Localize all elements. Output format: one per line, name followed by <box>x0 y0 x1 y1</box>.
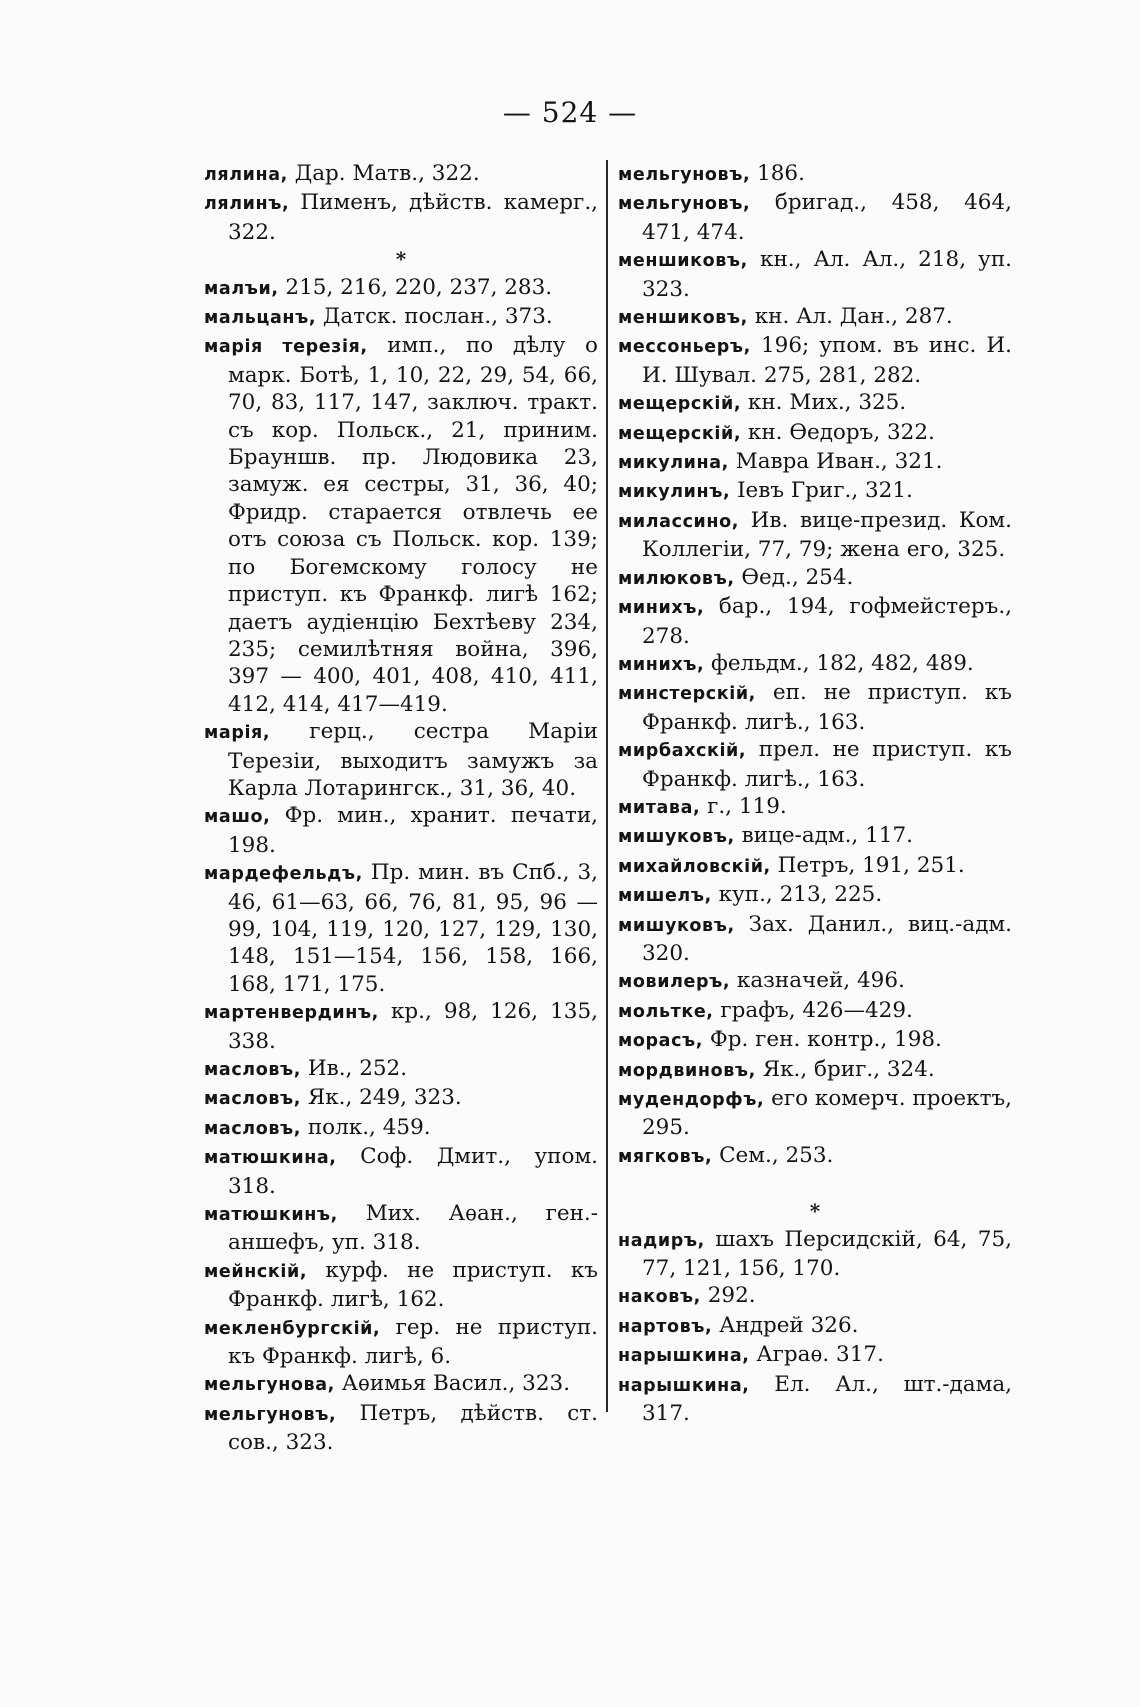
section-separator: * <box>395 247 407 272</box>
entry-headword: малъи, <box>204 278 279 299</box>
index-entry <box>204 1055 598 1084</box>
entry-headword: мекленбургскій, <box>204 1318 381 1339</box>
entry-headword: микулинъ, <box>618 482 731 503</box>
entry-text: Як., 249, 323. <box>301 1085 462 1111</box>
index-entry <box>618 1142 1012 1171</box>
entry-headword: наковъ, <box>618 1287 701 1308</box>
index-entry <box>618 1056 1012 1085</box>
entry-text: графъ, 426—429. <box>713 997 913 1023</box>
entry-text: имп., по дѣлу о марк. Ботѣ, 1, 10, 22, 29, 54, 66, 70, 83, 117, 147, заключ. тракт. съ кор. Польск., 21, приним. Брауншв. пр. Людовика 23, замуж. ея сестры, 31, 36, 40; Фридр. старается отвлечь ее отъ союза съ Польск. кор. 139; по Богемскому голосу не приступ. къ Франкф. лигѣ 162; даетъ аудіенцію Бехтѣеву 234, 235; семилѣтняя война, 396, 397 — 400, 401, 408, 410, 411, 412, 414, 417—419. <box>228 333 598 717</box>
index-entry <box>204 1200 598 1257</box>
entry-headword: мельгунова, <box>204 1375 335 1396</box>
index-entry <box>204 189 598 246</box>
entry-headword: нарышкина, <box>618 1375 750 1396</box>
entry-text: Петръ, 191, 251. <box>770 852 965 878</box>
entry-text: прел. не приступ. къ Франкф. лигѣ., 163. <box>642 737 1012 792</box>
entry-text: Аѳимья Васил., 323. <box>334 1371 571 1397</box>
entry-headword: милассино, <box>618 511 739 532</box>
entry-text: бригад., 458, 464, 471, 474. <box>642 190 1012 245</box>
entry-headword: марія, <box>204 723 271 744</box>
entry-text: Ел. Ал., шт.-дама, 317. <box>642 1371 1012 1427</box>
entry-text: Пр. мин. въ Спб., 3, 46, 61—63, 66, 76, 81, 95, 96 — 99, 104, 119, 120, 127, 129, 130, 148, 151—154, 156, 158, 166, 168, 171, 175. <box>228 860 598 997</box>
entry-text: Мих. Аѳан., ген.-аншефъ, уп. 318. <box>228 1201 598 1256</box>
entry-headword: мордвиновъ, <box>618 1060 756 1081</box>
entry-headword: микулина, <box>618 453 729 474</box>
index-entry <box>618 822 1012 851</box>
entry-text: вице-адм., 117. <box>734 823 913 849</box>
entry-headword: мартенвердинъ, <box>204 1003 379 1024</box>
entry-text: Ѳед., 254. <box>734 564 854 590</box>
entry-headword: мельгуновъ, <box>618 194 751 215</box>
index-entry <box>204 332 598 718</box>
entry-headword: мудендорфъ, <box>618 1090 765 1110</box>
index-entry <box>204 718 598 802</box>
index-entry <box>204 303 598 332</box>
entry-headword: мейнскій, <box>204 1261 308 1282</box>
index-entry <box>618 852 1012 881</box>
index-entry <box>204 1114 598 1143</box>
entry-headword: масловъ, <box>204 1118 301 1139</box>
column-divider <box>606 160 608 1412</box>
index-entry <box>618 793 1012 822</box>
index-entry <box>204 1143 598 1200</box>
entry-headword: мальцанъ, <box>204 308 317 329</box>
index-entry <box>618 389 1012 418</box>
entry-headword: мишуковъ, <box>618 827 735 848</box>
index-entry <box>618 1341 1012 1370</box>
index-entry <box>618 477 1012 506</box>
entry-headword: лялина, <box>204 165 288 185</box>
index-entry <box>618 160 1012 189</box>
entry-headword: минихъ, <box>618 654 705 675</box>
entry-text: полк., 459. <box>301 1114 431 1140</box>
index-entry <box>618 448 1012 477</box>
entry-text: куп., 213, 225. <box>711 882 883 908</box>
index-entry <box>204 1084 598 1113</box>
entry-text: кн. Мих., 325. <box>741 390 907 416</box>
entry-text: Андрей 326. <box>712 1312 859 1338</box>
index-entry <box>204 274 598 303</box>
index-entry <box>618 303 1012 332</box>
entry-headword: мардефельдъ, <box>204 864 363 885</box>
entry-text: кр., 98, 126, 135, 338. <box>228 999 598 1054</box>
entry-text: Аграѳ. 317. <box>749 1342 884 1368</box>
index-entry <box>618 564 1012 593</box>
entry-text: Соф. Дмит., упом. 318. <box>228 1144 598 1199</box>
entry-headword: мещерскій, <box>618 394 742 415</box>
entry-headword: мирбахскій, <box>618 741 747 762</box>
index-entry <box>204 1257 598 1314</box>
entry-text: г., 119. <box>700 793 787 819</box>
index-entry <box>618 997 1012 1026</box>
index-entry <box>618 1026 1012 1055</box>
entry-headword: машо, <box>204 807 271 828</box>
entry-headword: митава, <box>618 797 701 818</box>
entry-text: фельдм., 182, 482, 489. <box>704 650 974 676</box>
index-entry <box>618 332 1012 389</box>
index-entry <box>618 189 1012 246</box>
entry-headword: минстерскій, <box>618 684 756 705</box>
entry-text: 292. <box>700 1283 756 1309</box>
index-entry <box>204 859 598 998</box>
entry-text: Мавра Иван., 321. <box>728 449 943 475</box>
index-entry <box>618 679 1012 736</box>
entry-text: Фр. мин., хранит. печати, 198. <box>228 803 598 858</box>
entry-headword: мессоньеръ, <box>618 337 751 358</box>
entry-headword: нартовъ, <box>618 1316 713 1337</box>
index-entry <box>618 1371 1012 1428</box>
entry-headword: мольтке, <box>618 1001 714 1022</box>
entry-text: Ив., 252. <box>301 1056 408 1081</box>
index-entry <box>618 1312 1012 1341</box>
page-number: — 524 — <box>502 96 638 129</box>
index-entry <box>618 1226 1012 1283</box>
entry-text: курф. не приступ. къ Франкф. лигѣ, 162. <box>228 1257 598 1313</box>
entry-headword: мещерскій, <box>618 423 742 444</box>
entry-headword: матюшкина, <box>204 1148 337 1169</box>
entry-headword: мовилеръ, <box>618 972 731 993</box>
entry-text: герц., сестра Маріи Терезіи, выходитъ замужъ за Карла Лотарингск., 31, 36, 40. <box>228 719 598 801</box>
entry-text: его комерч. проектъ, 295. <box>642 1086 1012 1141</box>
index-column-left <box>204 160 598 1457</box>
entry-text: казначей, 496. <box>730 968 905 994</box>
index-entry <box>618 650 1012 679</box>
entry-headword: милюковъ, <box>618 568 735 589</box>
entry-headword: надиръ, <box>618 1230 705 1251</box>
entry-headword: меншиковъ, <box>618 308 748 329</box>
entry-headword: меншиковъ, <box>618 251 748 272</box>
entry-headword: матюшкинъ, <box>204 1205 338 1226</box>
section-separator: * <box>809 1199 821 1224</box>
entry-headword: мишуковъ, <box>618 915 735 936</box>
index-entry <box>204 802 598 859</box>
index-entry <box>204 1370 598 1399</box>
index-entry <box>618 881 1012 910</box>
entry-text: Сем., 253. <box>712 1142 834 1168</box>
index-entry <box>204 1314 598 1371</box>
index-column-right <box>618 160 1012 1427</box>
entry-headword: морасъ, <box>618 1031 704 1052</box>
entry-text: Пименъ, дѣйств. камерг., 322. <box>228 190 598 245</box>
entry-headword: михайловскій, <box>618 856 771 877</box>
index-entry <box>618 1085 1012 1142</box>
index-entry <box>618 593 1012 650</box>
entry-text: Петръ, дѣйств. ст. сов., 323. <box>228 1400 598 1456</box>
entry-text: Зах. Данил., виц.-адм. 320. <box>642 911 1012 966</box>
entry-text: еп. не приступ. къ Франкф. лигѣ., 163. <box>642 680 1012 735</box>
entry-headword: масловъ, <box>204 1060 301 1080</box>
entry-text: 215, 216, 220, 237, 283. <box>278 274 553 300</box>
entry-text: кн., Ал. Ал., 218, уп. 323. <box>642 247 1012 302</box>
entry-headword: масловъ, <box>204 1089 301 1110</box>
entry-text: шахъ Персидскій, 64, 75, 77, 121, 156, 170. <box>642 1226 1012 1282</box>
entry-headword: марія терезія, <box>204 337 368 358</box>
index-entry <box>618 736 1012 793</box>
entry-text: Як., бриг., 324. <box>755 1056 935 1082</box>
index-entry <box>204 998 598 1055</box>
index-entry <box>618 967 1012 996</box>
index-entry <box>618 507 1012 564</box>
entry-headword: мягковъ, <box>618 1146 713 1167</box>
entry-headword: лялинъ, <box>204 194 290 215</box>
entry-text: Дар. Матв., 322. <box>287 161 480 186</box>
entry-headword: мельгуновъ, <box>618 165 751 185</box>
index-entry <box>618 246 1012 303</box>
index-entry <box>618 419 1012 448</box>
entry-headword: мельгуновъ, <box>204 1404 337 1425</box>
entry-text: гер. не приступ. къ Франкф. лигѣ, 6. <box>228 1314 598 1370</box>
entry-text: 196; упом. въ инс. И. И. Шувал. 275, 281, 282. <box>642 333 1012 388</box>
index-entry <box>618 911 1012 968</box>
index-entry <box>618 1282 1012 1311</box>
entry-text: Іевъ Григ., 321. <box>730 478 913 504</box>
index-entry <box>204 160 598 189</box>
entry-text: кн. Ѳедоръ, 322. <box>741 419 935 445</box>
entry-text: 186. <box>750 161 805 186</box>
index-entry <box>204 1400 598 1457</box>
entry-headword: мишелъ, <box>618 886 712 907</box>
entry-text: кн. Ал. Дан., 287. <box>747 304 953 330</box>
entry-headword: нарышкина, <box>618 1346 750 1367</box>
entry-text: Фр. ген. контр., 198. <box>703 1027 942 1053</box>
entry-text: Ив. вице-презид. Ком. Коллегіи, 77, 79; жена его, 325. <box>642 507 1012 563</box>
entry-headword: минихъ, <box>618 598 705 619</box>
entry-text: Датск. послан., 373. <box>316 304 553 330</box>
entry-text: бар., 194, гофмейстеръ., 278. <box>642 594 1012 649</box>
